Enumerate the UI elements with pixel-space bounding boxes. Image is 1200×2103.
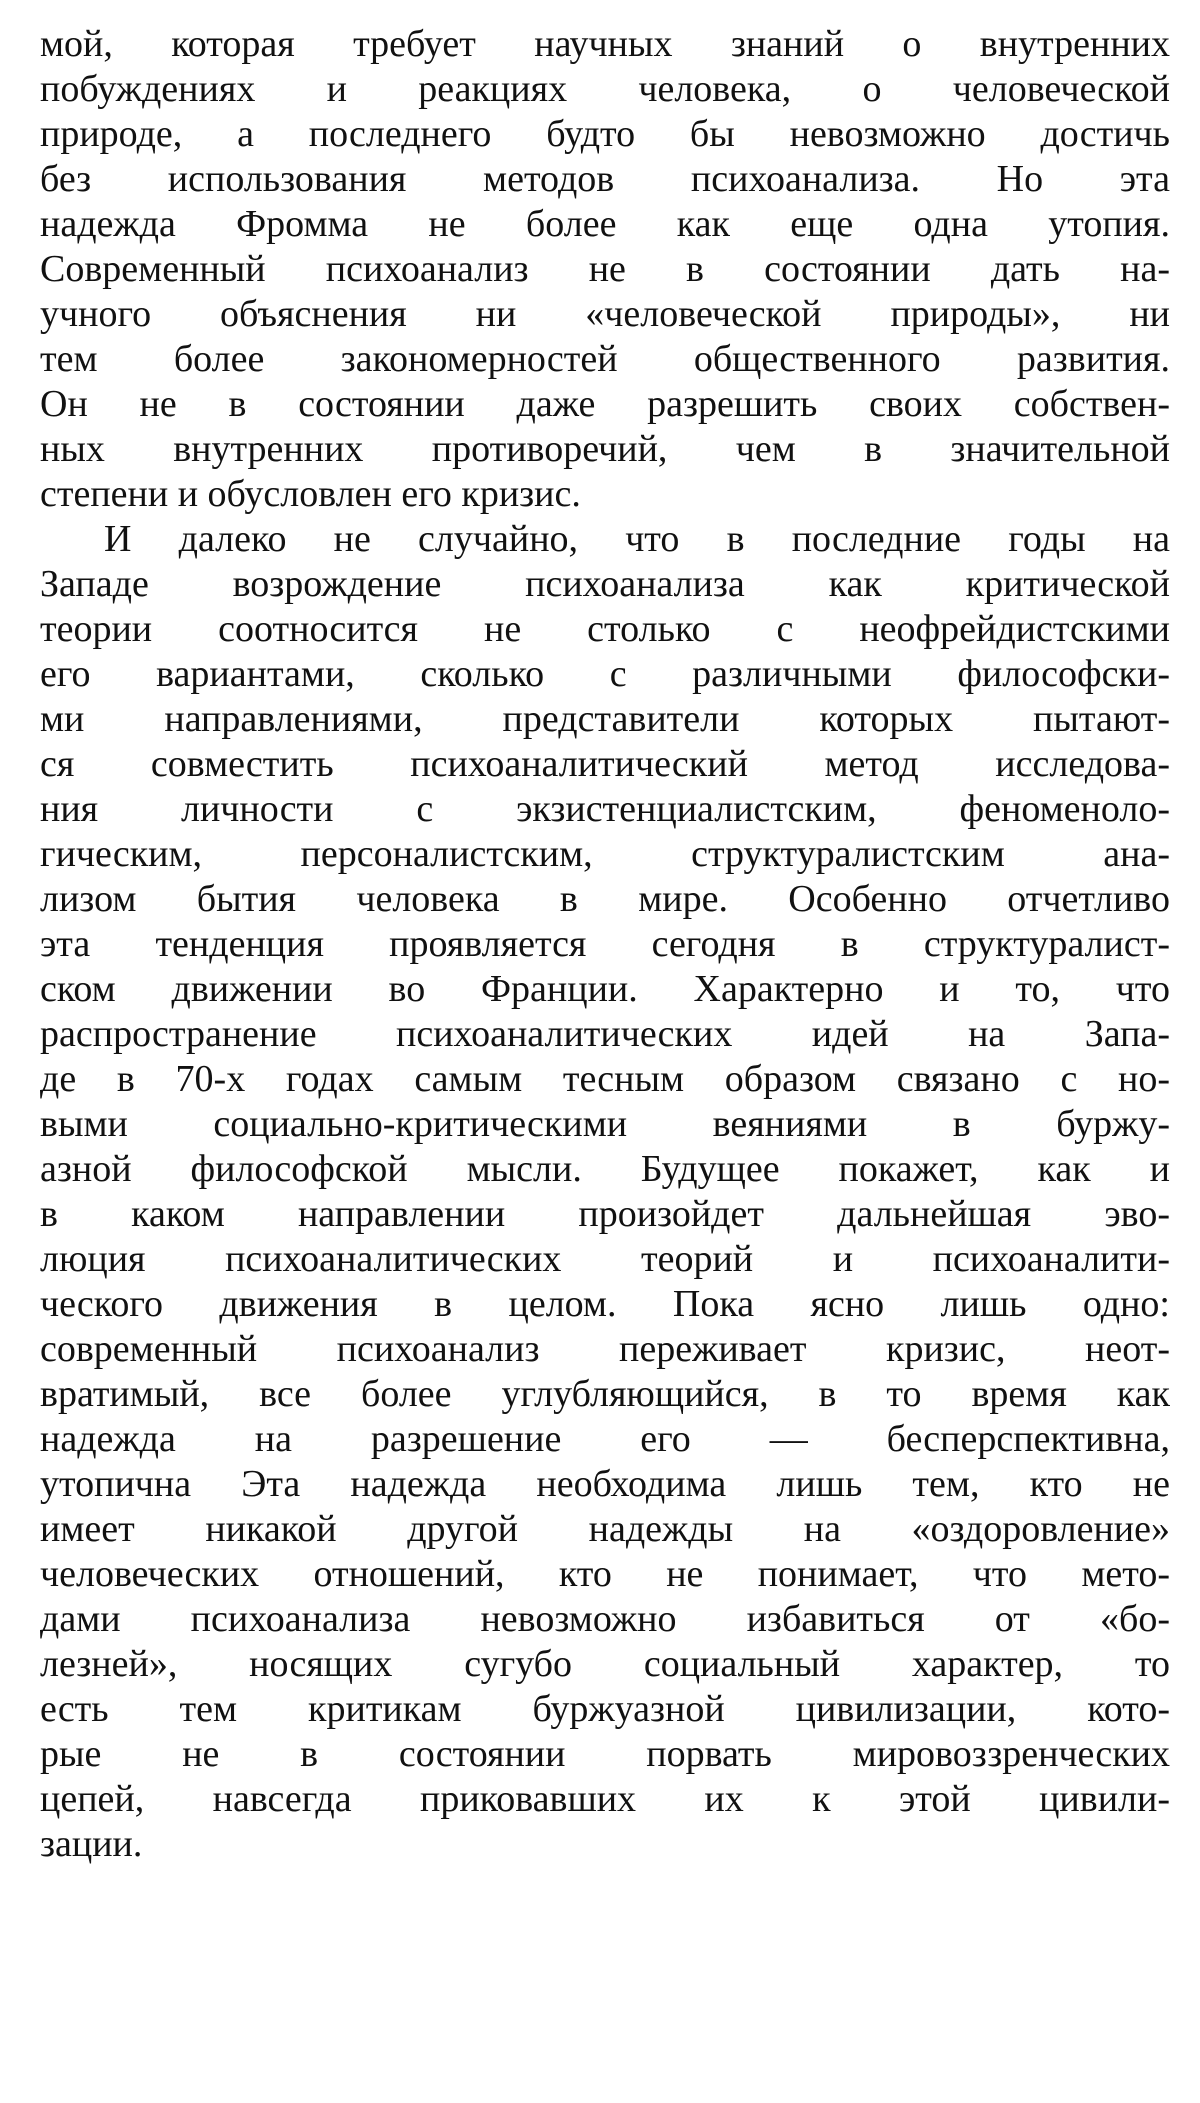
text-line: цепей, навсегда приковавших их к этой цивили- — [40, 1778, 1170, 1820]
text-line: И далеко не случайно, что в последние годы на — [104, 518, 1170, 560]
text-line: ском движении во Франции. Характерно и то, что — [40, 968, 1170, 1010]
text-line: гическим, персоналистским, структуралистским ана- — [40, 833, 1170, 875]
paragraph-1 — [40, 22, 1170, 517]
text-line: надежда Фромма не более как еще одна утопия. — [40, 203, 1170, 245]
text-line: ческого движения в целом. Пока ясно лишь одно: — [40, 1283, 1170, 1325]
text-line: Современный психоанализ не в состоянии дать на- — [40, 248, 1170, 290]
text-line: лизом бытия человека в мире. Особенно отчетливо — [40, 878, 1170, 920]
text-line: дами психоанализа невозможно избавиться от «бо- — [40, 1598, 1170, 1640]
text-line: утопична Эта надежда необходима лишь тем, кто не — [40, 1463, 1170, 1505]
text-line: азной философской мысли. Будущее покажет, как и — [40, 1148, 1170, 1190]
text-line: Он не в состоянии даже разрешить своих собствен- — [40, 383, 1170, 425]
text-line: ми направлениями, представители которых пытают- — [40, 698, 1170, 740]
text-line: побуждениях и реакциях человека, о человеческой — [40, 68, 1170, 110]
text-line: есть тем критикам буржуазной цивилизации, кото- — [40, 1688, 1170, 1730]
text-line: мой, которая требует научных знаний о внутренних — [40, 23, 1170, 65]
text-line: ных внутренних противоречий, чем в значительной — [40, 428, 1170, 470]
text-line: учного объяснения ни «человеческой природы», ни — [40, 293, 1170, 335]
text-line: эта тенденция проявляется сегодня в структуралист- — [40, 923, 1170, 965]
text-line: теории соотносится не столько с неофрейдистскими — [40, 608, 1170, 650]
text-line: его вариантами, сколько с различными философски- — [40, 653, 1170, 695]
text-line: ся совместить психоаналитический метод исследова- — [40, 743, 1170, 785]
paragraph-2 — [40, 517, 1170, 1867]
text-line: Западе возрождение психоанализа как критической — [40, 563, 1170, 605]
document-page — [40, 22, 1170, 1867]
text-line: современный психоанализ переживает кризис, неот- — [40, 1328, 1170, 1370]
text-line: степени и обусловлен его кризис. — [40, 473, 581, 515]
text-line: де в 70-х годах самым тесным образом связано с но- — [40, 1058, 1170, 1100]
text-line: в каком направлении произойдет дальнейшая эво- — [40, 1193, 1170, 1235]
text-line: зации. — [40, 1823, 143, 1865]
text-line: имеет никакой другой надежды на «оздоровление» — [40, 1508, 1170, 1550]
text-line: ния личности с экзистенциалистским, феноменоло- — [40, 788, 1170, 830]
text-line: рые не в состоянии порвать мировоззренческих — [40, 1733, 1170, 1775]
text-line: люция психоаналитических теорий и психоаналити- — [40, 1238, 1170, 1280]
text-line: без использования методов психоанализа. Но эта — [40, 158, 1170, 200]
text-line: вратимый, все более углубляющийся, в то время как — [40, 1373, 1170, 1415]
text-line: природе, а последнего будто бы невозможно достичь — [40, 113, 1170, 155]
text-line: надежда на разрешение его — бесперспективна, — [40, 1418, 1170, 1460]
text-line: распространение психоаналитических идей на Запа- — [40, 1013, 1170, 1055]
text-line: тем более закономерностей общественного развития. — [40, 338, 1170, 380]
text-line: человеческих отношений, кто не понимает, что мето- — [40, 1553, 1170, 1595]
text-line: лезней», носящих сугубо социальный характер, то — [40, 1643, 1170, 1685]
text-line: выми социально-критическими веяниями в буржу- — [40, 1103, 1170, 1145]
